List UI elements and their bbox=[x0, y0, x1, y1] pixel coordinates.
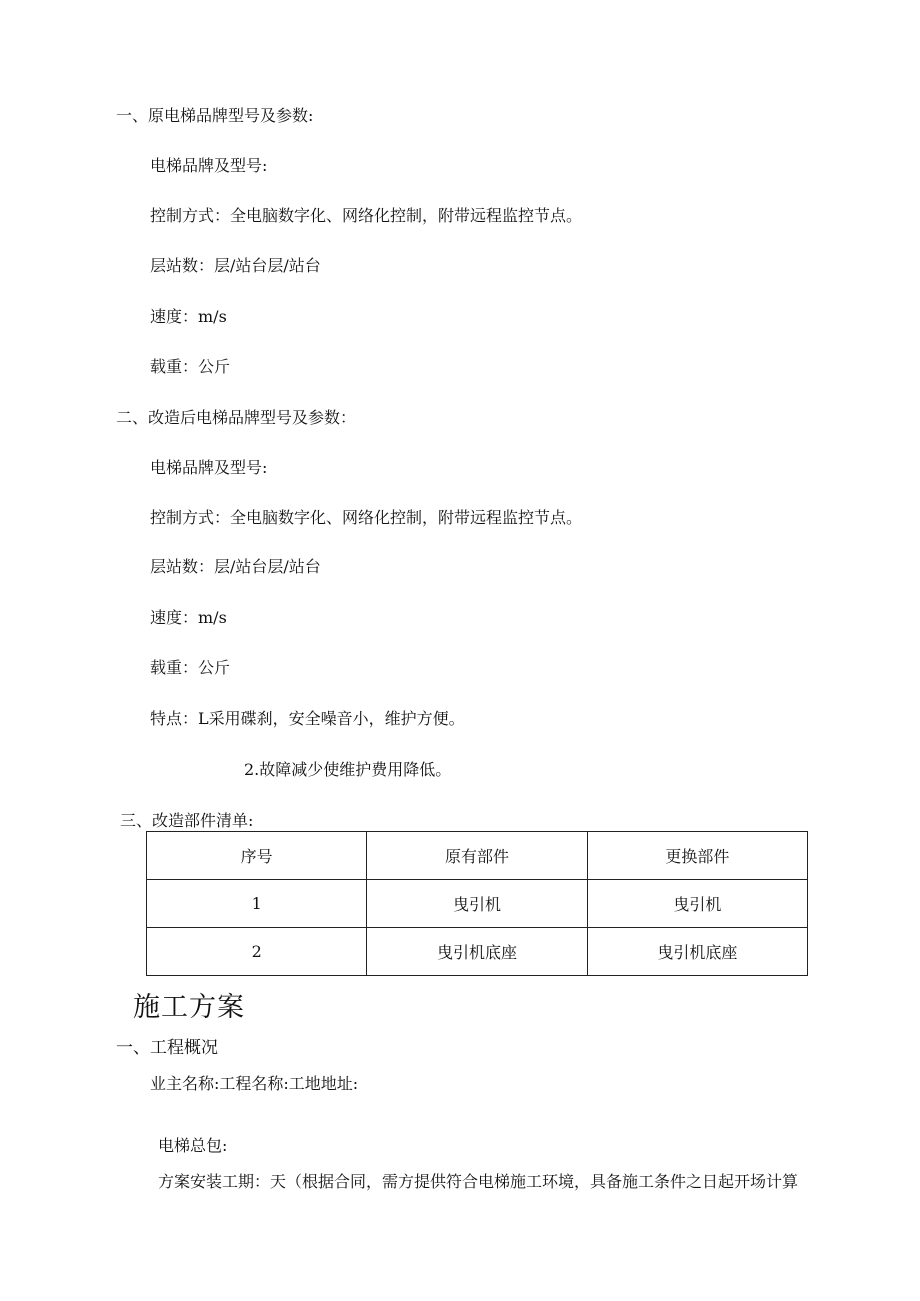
section-2-floors: 层站数：层/站台层/站台 bbox=[150, 557, 321, 576]
table-cell: 1 bbox=[147, 880, 367, 928]
section-2-load: 载重：公斤 bbox=[150, 658, 231, 677]
schedule-line: 方案安装工期：天（根据合同，需方提供符合电梯施工环境，具备施工条件之日起开场计算 bbox=[158, 1172, 799, 1191]
table-row bbox=[147, 928, 808, 976]
table-cell: 2 bbox=[147, 928, 367, 976]
section-2-control: 控制方式：全电脑数字化、网络化控制，附带远程监控节点。 bbox=[150, 508, 583, 527]
section-2-speed: 速度：m/s bbox=[150, 608, 227, 627]
section-1-heading: 一、原电梯品牌型号及参数: bbox=[116, 106, 314, 125]
table-cell: 曳引机 bbox=[367, 880, 587, 928]
contractor-line: 电梯总包: bbox=[158, 1136, 228, 1155]
table-header-cell: 原有部件 bbox=[367, 832, 587, 880]
table-header-cell: 更换部件 bbox=[587, 832, 807, 880]
overview-heading: 一、工程概况 bbox=[116, 1038, 218, 1058]
section-1-floors: 层站数：层/站台层/站台 bbox=[150, 256, 321, 275]
section-2-features: 特点：L采用碟刹，安全噪音小，维护方便。 bbox=[150, 709, 465, 728]
table-cell: 曳引机 bbox=[587, 880, 807, 928]
parts-table bbox=[146, 831, 808, 976]
section-2-heading: 二、改造后电梯品牌型号及参数： bbox=[116, 408, 357, 427]
owner-line: 业主名称:工程名称:工地地址: bbox=[150, 1074, 359, 1093]
section-1-brand: 电梯品牌及型号: bbox=[150, 156, 268, 175]
section-1-control: 控制方式：全电脑数字化、网络化控制，附带远程监控节点。 bbox=[150, 206, 583, 225]
section-2-features-2: 2.故障减少使维护费用降低。 bbox=[244, 760, 452, 779]
table-header-row bbox=[147, 832, 808, 880]
section-1-load: 载重：公斤 bbox=[150, 357, 231, 376]
plan-title: 施工方案 bbox=[133, 992, 245, 1023]
table-cell: 曳引机底座 bbox=[367, 928, 587, 976]
section-2-brand: 电梯品牌及型号: bbox=[150, 458, 268, 477]
section-3-heading: 三、改造部件清单: bbox=[120, 811, 254, 830]
table-header-cell: 序号 bbox=[147, 832, 367, 880]
table-cell: 曳引机底座 bbox=[587, 928, 807, 976]
table-row bbox=[147, 880, 808, 928]
section-1-speed: 速度：m/s bbox=[150, 307, 227, 326]
